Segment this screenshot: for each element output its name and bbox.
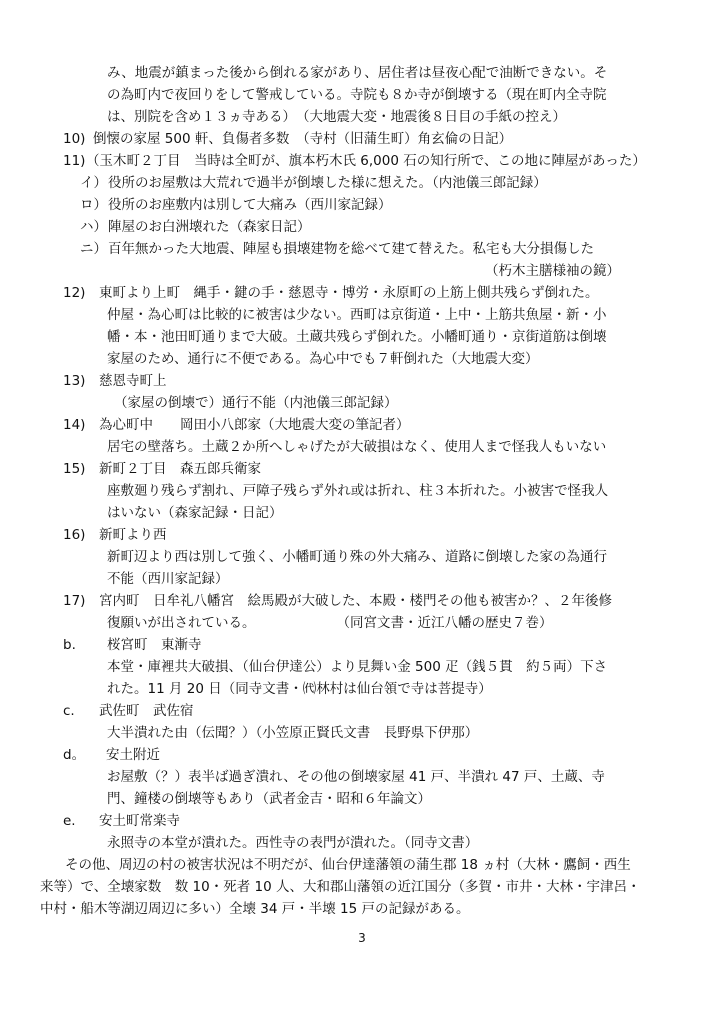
sub-item (0, 238, 724, 260)
line-text: 本堂・庫裡共大破損、（仙台伊達公）より見舞い金 500 疋（銭５貫 約５両）下さ (107, 659, 608, 675)
list-item (0, 590, 724, 612)
line-text: は、別院を含め１３ヵ寺ある） （大地震大変・地震後８日目の手紙の控え） (107, 109, 566, 125)
item-letter: b. (63, 637, 76, 653)
line-text: 大半潰れた由（伝聞？）（小笠原正賢氏文書 長野県下伊那） (107, 725, 479, 741)
item-number: 12) (63, 285, 86, 301)
summary-line (0, 876, 724, 898)
item-letter: c. (63, 703, 75, 719)
line-text: 中村・船木等湖辺周辺に多い）全壊 34 戸・半壊 15 戸の記録がある。 (40, 901, 470, 917)
text-line (0, 260, 724, 282)
list-item (0, 150, 724, 172)
text-line (0, 62, 724, 84)
line-text: 陣屋のお白洲壊れた（森家日記） (108, 219, 311, 235)
item-number: 13) (63, 373, 86, 389)
line-text: 座敷廻り残らず割れ、戸障子残らず外れ或は折れ、柱３本折れた。小被害で怪我人 (107, 483, 609, 499)
line-text: 新町より西 (99, 527, 167, 543)
line-text: 桜宮町 東漸寺 (107, 637, 202, 653)
line-text: 仲屋・為心町は比較的に被害は少ない。西町は京街道・上中・上筋共魚屋・新・小 (107, 307, 607, 323)
item-letter: d。 (63, 747, 86, 763)
sub-item-label: イ） (80, 175, 107, 191)
line-text: 倒懐の家屋 500 軒、負傷者多数 （寺村（旧蒲生町）角玄倫の日記） (93, 131, 513, 147)
line-text: 不能（西川家記録） (107, 571, 229, 587)
line-text: （家屋の倒壊で）通行不能（内池儀三郎記録） (114, 395, 398, 411)
line-text: その他、周辺の村の被害状況は不明だが、仙台伊達藩領の蒲生郡 18 ヵ村（大林・鷹飼・西生 (65, 857, 631, 873)
line-text: 安土町常楽寺 (99, 813, 180, 829)
item-number: 15) (63, 461, 86, 477)
line-text: 来等）で、全壊家数 数 10・死者 10 人、大和郡山藩領の近江国分（多賀・市井・大林・宇津呂・ (40, 879, 641, 895)
line-text: はいない（森家記録・日記） (107, 505, 283, 521)
text-line (0, 84, 724, 106)
text-line (0, 348, 724, 370)
item-number: 16) (63, 527, 86, 543)
line-text: 安土附近 (106, 747, 160, 763)
text-line (0, 326, 724, 348)
line-text: 東町より上町 縄手・鍵の手・慈恩寺・博労・永原町の上筋上側共残らず倒れた。 (99, 285, 599, 301)
list-item (0, 810, 724, 832)
line-text: 永照寺の本堂が潰れた。西性寺の表門が潰れた。（同寺文書） (107, 835, 479, 851)
text-line (0, 788, 724, 810)
text-line (0, 436, 724, 458)
item-number: 17) (63, 593, 86, 609)
sub-item (0, 172, 724, 194)
line-text: 居宅の壁落ち。土蔵２か所へしゃげたが大破損はなく、使用人まで怪我人もいない (107, 439, 607, 455)
line-text: 門、鐘楼の倒壊等もあり（武者金吉・昭和６年論文） (107, 791, 431, 807)
sub-item-label: ロ） (80, 197, 107, 213)
text-line (0, 832, 724, 854)
line-text: 幡・本・池田町通りまで大破。土蔵共残らず倒れた。小幡町通り・京街道筋は倒壊 (107, 329, 607, 345)
list-item (0, 744, 724, 766)
line-text: の為町内で夜回りをして警戒している。寺院も８か寺が倒壊する（現在町内全寺院 (107, 87, 607, 103)
item-number: 14) (63, 417, 86, 433)
list-item (0, 282, 724, 304)
line-text: お屋敷（？）表半ば過ぎ潰れ、その他の倒壊家屋 41 戸、半潰れ 47 戸、土蔵、寺 (107, 769, 605, 785)
text-line (0, 678, 724, 700)
line-text: 役所のお屋敷は大荒れで過半が倒壊した様に想えた。（内池儀三郎記録） (108, 175, 547, 191)
text-line (0, 480, 724, 502)
list-item (0, 700, 724, 722)
line-text: 宮内町 日牟礼八幡宮 絵馬殿が大破した、本殿・楼門その他も被害か？、２年後修 (99, 593, 612, 609)
line-text: 復願いが出されている。 （同宮文書・近江八幡の歴史７巻） (107, 615, 553, 631)
sub-item (0, 194, 724, 216)
sub-item-label: ハ） (80, 219, 107, 235)
text-line (0, 502, 724, 524)
item-number: 11) (63, 153, 86, 169)
text-line (0, 722, 724, 744)
list-item (0, 128, 724, 150)
text-line (0, 612, 724, 634)
line-text: み、地震が鎮まった後から倒れる家があり、居住者は昼夜心配で油断できない。そ (107, 65, 608, 81)
line-text: 新町２丁目 森五郎兵衛家 (99, 461, 261, 477)
line-text: 役所のお座敷内は別して大痛み（西川家記録） (108, 197, 392, 213)
line-text: 慈恩寺町上 (99, 373, 167, 389)
line-text: 武佐町 武佐宿 (99, 703, 194, 719)
line-text: 為心町中 岡田小八郎家（大地震大変の筆記者） (99, 417, 410, 433)
source-citation: （朽木主膳様袖の鏡） (485, 263, 620, 279)
text-line (0, 656, 724, 678)
line-text: れた。11 月 20 日（同寺文書・㈹林村は仙台領で寺は菩提寺） (107, 681, 492, 697)
text-line (0, 568, 724, 590)
list-item (0, 458, 724, 480)
text-line (0, 392, 724, 414)
line-text: 百年無かった大地震、陣屋も損壊建物を総べて建て替えた。私宅も大分損傷した (108, 241, 594, 257)
page-number: 3 (358, 931, 366, 945)
list-item (0, 414, 724, 436)
list-item (0, 524, 724, 546)
item-number: 10) (63, 131, 86, 147)
list-item (0, 634, 724, 656)
line-text: （玉木町２丁目 当時は全町が、旗本朽木氏 6,000 石の知行所で、この地に陣屋があった） (86, 153, 646, 169)
text-line (0, 766, 724, 788)
summary-line (0, 854, 724, 876)
list-item (0, 370, 724, 392)
summary-line (0, 898, 724, 920)
line-text: 新町辺より西は別して強く、小幡町通り殊の外大痛み、道路に倒壊した家の為通行 (107, 549, 608, 565)
sub-item (0, 216, 724, 238)
text-line (0, 304, 724, 326)
sub-item-label: ニ） (80, 241, 107, 257)
item-letter: e. (63, 813, 76, 829)
text-line (0, 106, 724, 128)
text-line (0, 546, 724, 568)
line-text: 家屋のため、通行に不便である。為心中でも７軒倒れた（大地震大変） (107, 351, 539, 367)
